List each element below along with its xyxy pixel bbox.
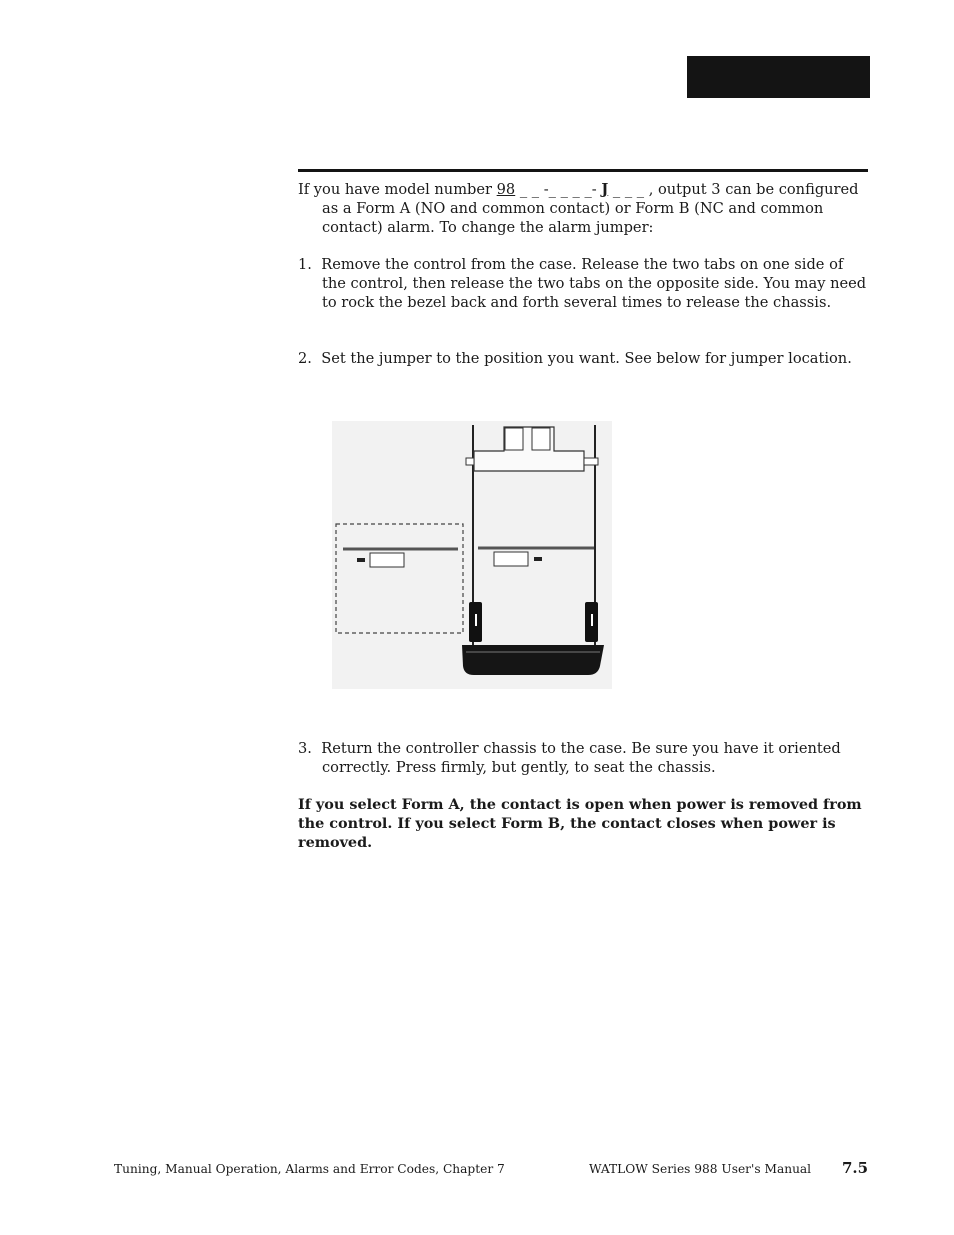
jumper-block [494, 552, 528, 566]
jumper-pin [534, 557, 542, 561]
model-98: 98 [496, 181, 516, 198]
footer-chapter: Tuning, Manual Operation, Alarms and Error Codes, Chapter 7 [114, 1162, 505, 1176]
step-number: 3. [298, 740, 312, 757]
left-tab [466, 458, 474, 465]
right-tab [584, 458, 598, 465]
step-number: 1. [298, 256, 312, 273]
step-1 [298, 255, 870, 312]
model-j: J [601, 181, 609, 198]
section-rule [298, 169, 868, 172]
connector-slot-left [505, 428, 523, 450]
page-number: 7.5 [842, 1159, 869, 1177]
jumper-location-figure [332, 421, 612, 689]
step-text: Set the jumper to the position you want. See below for jumper location. [321, 350, 852, 367]
intro-paragraph [298, 180, 870, 237]
chapter-header-tab [687, 56, 870, 98]
left-clip-slot [475, 614, 477, 626]
front-bezel [462, 645, 604, 675]
model-mid: _ _ -_ _ _ _- [515, 181, 602, 198]
step-number: 2. [298, 350, 312, 367]
footer-manual-title: WATLOW Series 988 User's Manual [589, 1162, 812, 1176]
model-tail: _ _ _ [608, 181, 645, 198]
step-text: Remove the control from the case. Release the two tabs on one side of the control, then release the two tabs on the opposite side. You may need to rock the bezel back and forth several times to release the chassis. [321, 256, 867, 311]
inset-jumper-pin [357, 558, 365, 562]
inset-jumper-block [370, 553, 404, 567]
intro-prefix: If you have model number [298, 181, 497, 198]
intro-suffix: , output 3 can be configured as a Form A (NO and common contact) or Form B (NC and common contact) alarm. To change the alarm jumper: [322, 181, 859, 236]
right-clip-slot [591, 614, 593, 626]
step-text: Return the controller chassis to the case. Be sure you have it oriented correctly. Press firmly, but gently, to seat the chassis. [321, 740, 841, 776]
step-3 [298, 739, 870, 777]
form-note: If you select Form A, the contact is open when power is removed from the control. If you select Form B, the contact closes when power is removed. [298, 796, 862, 851]
connector-slot-right [532, 428, 550, 450]
step-2 [298, 349, 870, 368]
